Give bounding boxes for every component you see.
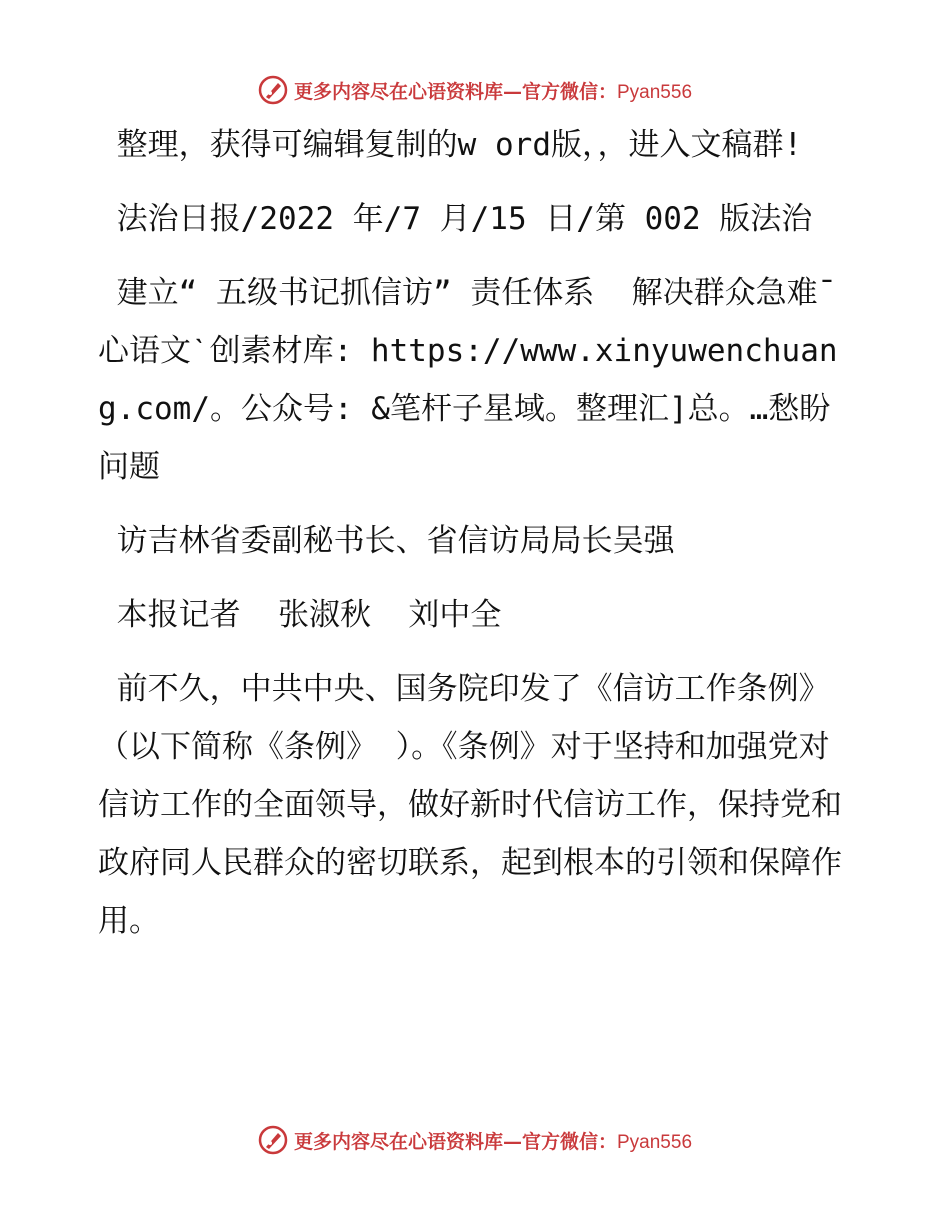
watermark-text bbox=[294, 77, 692, 104]
paragraph-subtitle: 访吉林省委副秘书长、省信访局局长吴强 bbox=[98, 523, 675, 559]
paragraph-body: 前不久，中共中央、国务院印发了《信访工作条例》（以下简称《条例》 ）。《条例》对于坚持和加强党对信访工作的全面领导，做好新时代信访工作，保持党和政府同人民群众的密切联系，起到根本的引领和保障作用。 bbox=[98, 671, 842, 939]
watermark-separator: — bbox=[502, 80, 522, 103]
watermark-text bbox=[294, 1127, 692, 1154]
quill-logo-icon bbox=[258, 75, 288, 105]
document-body bbox=[98, 116, 858, 950]
paragraph-byline: 本报记者 张淑秋 刘中全 bbox=[98, 597, 502, 633]
watermark-brand: 更多内容尽在心语资料库 bbox=[293, 80, 503, 103]
watermark-label: 官方微信： bbox=[521, 1130, 617, 1153]
footer-watermark bbox=[0, 1120, 950, 1160]
watermark-id: Pyan556 bbox=[617, 1131, 693, 1153]
quill-logo-icon bbox=[258, 1125, 288, 1155]
watermark-separator: — bbox=[502, 1130, 522, 1153]
paragraph-intro: 整理，获得可编辑复制的w ord版，，进入文稿群! bbox=[98, 127, 803, 163]
watermark-id: Pyan556 bbox=[617, 81, 693, 103]
watermark-label: 官方微信： bbox=[521, 80, 617, 103]
paragraph-headline: 建立“ 五级书记抓信访” 责任体系 解决群众急难¯心语文ˋ创素材库: https://www.xinyuwenchuang.com/。公众号: &笔杆子星域。整理汇]总。…愁盼问题 bbox=[98, 275, 838, 485]
paragraph-source: 法治日报/2022 年/7 月/15 日/第 002 版法治 bbox=[98, 201, 813, 237]
header-watermark bbox=[0, 70, 950, 110]
watermark-brand: 更多内容尽在心语资料库 bbox=[293, 1130, 503, 1153]
